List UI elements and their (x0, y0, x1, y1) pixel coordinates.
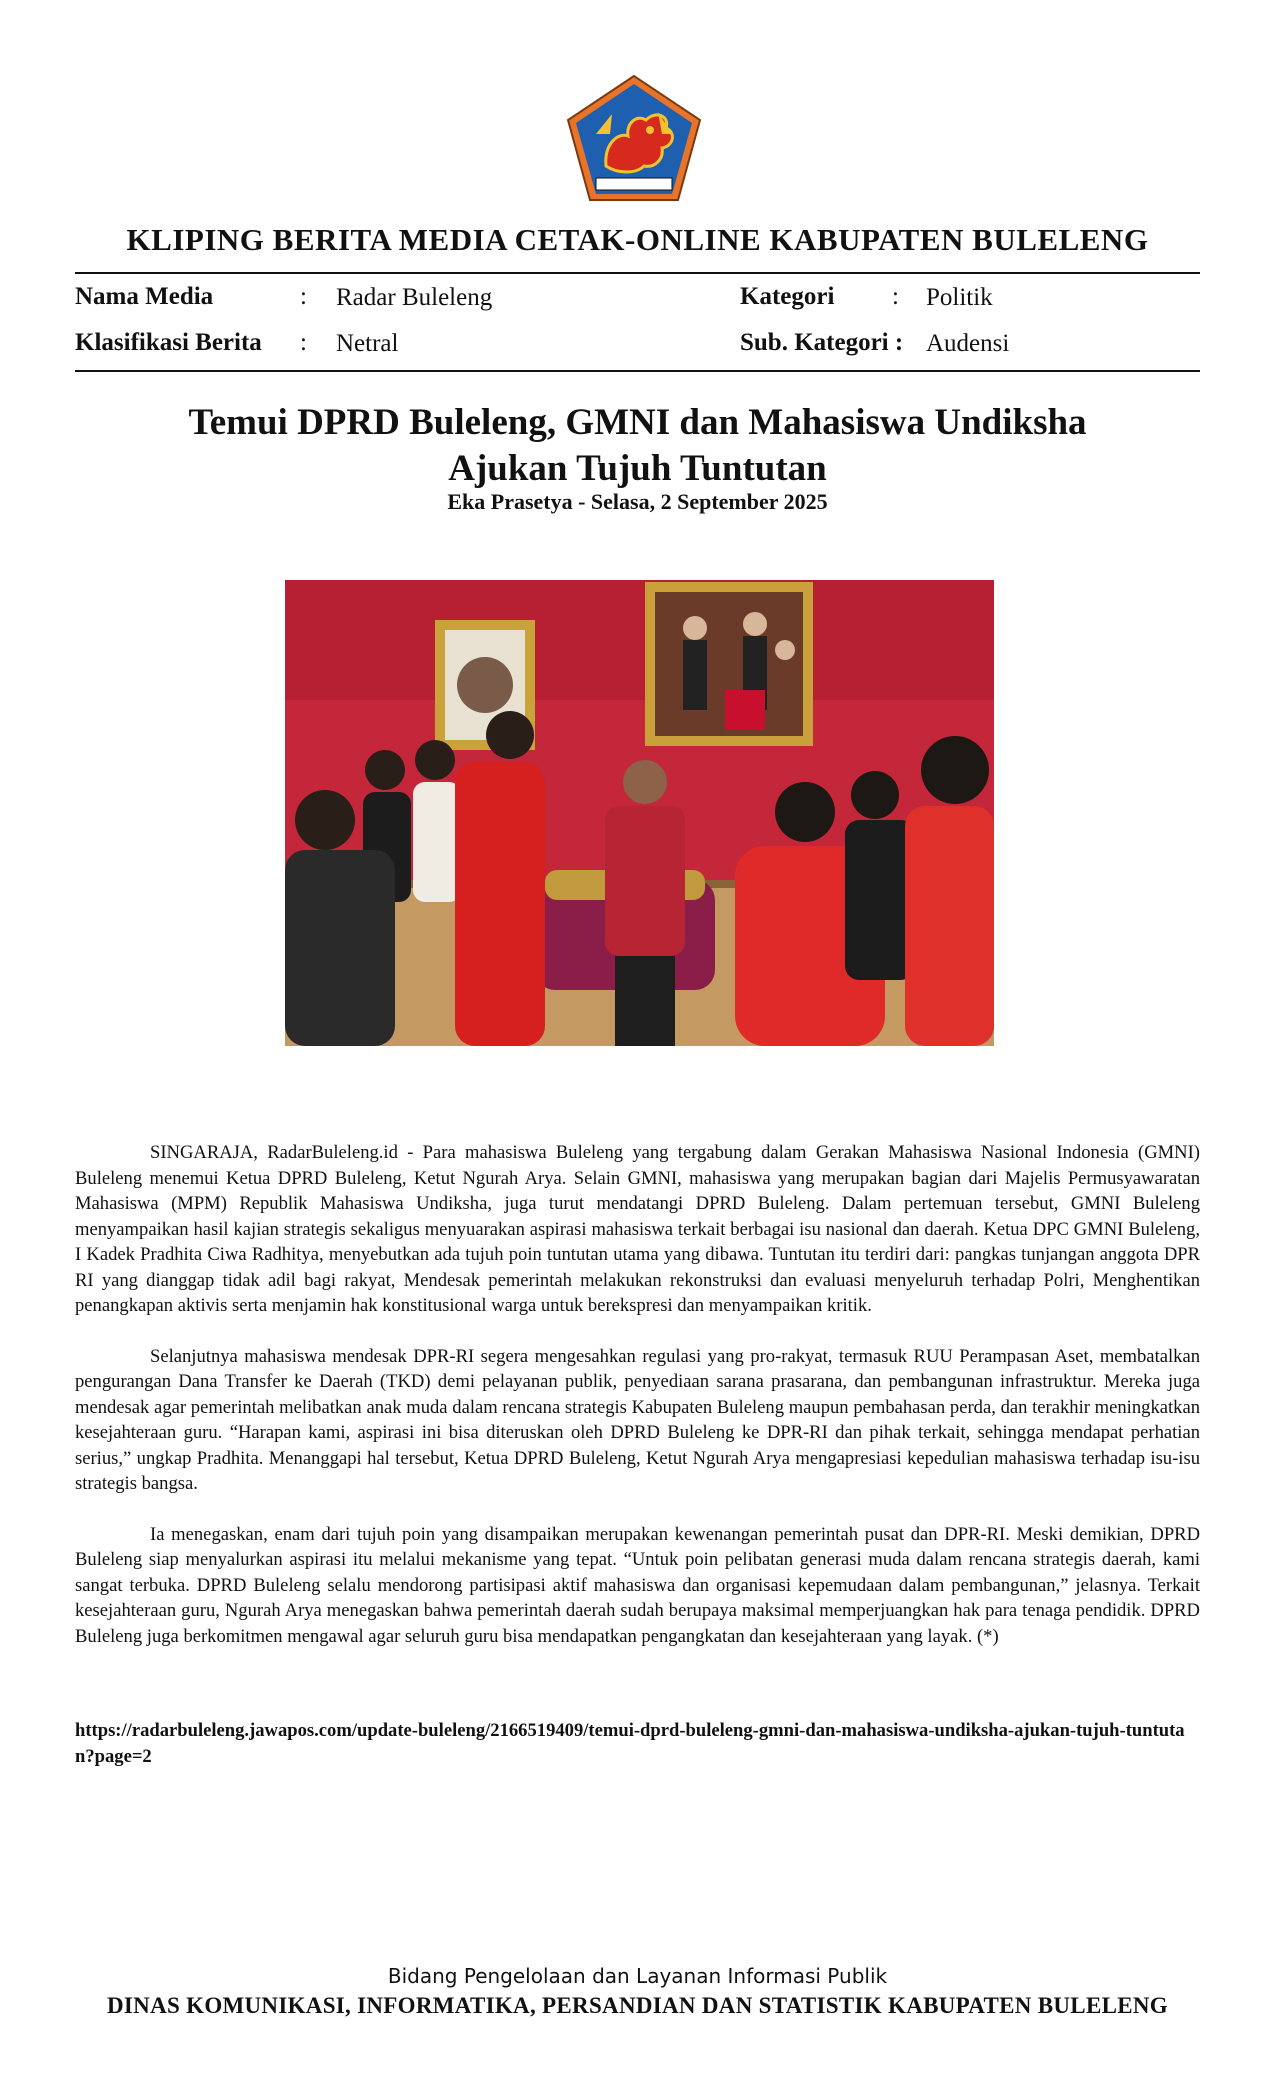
kategori-label: Kategori (740, 283, 835, 310)
klasifikasi-colon: : (300, 329, 307, 356)
header-top-divider (75, 272, 1200, 274)
media-value: Radar Buleleng (336, 284, 493, 311)
article-title-line-1: Temui DPRD Buleleng, GMNI dan Mahasiswa Undiksha (188, 402, 1087, 443)
footer-unit: Bidang Pengelolaan dan Layanan Informasi Publik (387, 1964, 888, 1988)
article-body (75, 1140, 1200, 1674)
media-label: Nama Media (75, 283, 214, 310)
meta-subkategori-row (740, 328, 1200, 358)
source-url-link[interactable]: https://radarbuleleng.jawapos.com/update-buleleng/2166519409/temui-dprd-buleleng-gmni-dan-mahasiswa-undiksha-ajukan-tujuh-tuntutan?page=2 (75, 1720, 1185, 1767)
clipping-header-title: KLIPING BERITA MEDIA CETAK-ONLINE KABUPATEN BULELENG (126, 222, 1149, 257)
subkategori-label: Sub. Kategori : (740, 329, 904, 356)
header-bottom-divider (75, 370, 1200, 372)
meta-kategori-row (740, 282, 1200, 312)
meta-klasifikasi-row (75, 328, 595, 358)
footer-agency: DINAS KOMUNIKASI, INFORMATIKA, PERSANDIAN DAN STATISTIK KABUPATEN BULELENG (107, 1993, 1168, 2018)
media-colon: : (300, 283, 307, 310)
article-paragraph-1: SINGARAJA, RadarBuleleng.id - Para mahasiswa Buleleng yang tergabung dalam Gerakan Mahasiswa Nasional Indonesia (GMNI) Buleleng menemui Ketua DPRD Buleleng, Ketut Ngurah Arya. Selain GMNI, mahasiswa yang merupakan bagian dari Majelis Permusyawaratan Mahasiswa (MPM) Republik Mahasiswa Undiksha, juga turut mendatangi DPRD Buleleng. Dalam pertemuan tersebut, GMNI Buleleng menyampaikan hasil kajian strategis sekaligus menyuarakan aspirasi mahasiswa terkait berbagai isu nasional dan daerah. Ketua DPC GMNI Buleleng, I Kadek Pradhita Ciwa Radhitya, menyebutkan ada tujuh poin tuntutan utama yang dibawa. Tuntutan itu terdiri dari: pangkas tunjangan anggota DPR RI yang dianggap tidak adil bagi rakyat, Mendesak pemerintah melakukan rekonstruksi dan evaluasi menyeluruh terhadap Polri, Menghentikan penangkapan aktivis serta menjamin hak konstitusional warga untuk berekspresi dan menyampaikan kritik. (75, 1142, 1200, 1316)
subkategori-value: Audensi (926, 330, 1010, 357)
article-paragraph-3: Ia menegaskan, enam dari tujuh poin yang disampaikan merupakan kewenangan pemerintah pusat dan DPR-RI. Meski demikian, DPRD Buleleng siap menyalurkan aspirasi itu melalui mekanisme yang tepat. “Untuk poin pelibatan generasi muda dalam rencana strategis daerah, kami sangat terbuka. DPRD Buleleng selalu mendorong partisipasi aktif mahasiswa dan organisasi kepemudaan dalam pembangunan,” jelasnya. Terkait kesejahteraan guru, Ngurah Arya menegaskan bahwa pemerintah daerah sudah berupaya maksimal memperjuangkan hak para tenaga pendidik. DPRD Buleleng juga berkomitmen mengawal agar seluruh guru bisa mendapatkan pengangkatan dan kesejahteraan yang layak. (*) (75, 1523, 1200, 1647)
kategori-colon: : (892, 283, 899, 310)
article-byline: Eka Prasetya - Selasa, 2 September 2025 (447, 489, 828, 514)
meta-media-row (75, 282, 595, 312)
article-title-line-2: Ajukan Tujuh Tuntutan (448, 448, 827, 489)
klasifikasi-value: Netral (336, 330, 399, 357)
article-title (150, 400, 1125, 492)
klasifikasi-label: Klasifikasi Berita (75, 329, 262, 356)
singa-ambara-raja-emblem-icon (566, 74, 702, 202)
news-photo-icon (285, 580, 994, 1046)
kategori-value: Politik (926, 284, 993, 311)
article-paragraph-2: Selanjutnya mahasiswa mendesak DPR-RI segera mengesahkan regulasi yang pro-rakyat, termasuk RUU Perampasan Aset, membatalkan pengurangan Dana Transfer ke Daerah (TKD) demi pelayanan publik, penyediaan sarana prasarana, dan pembangunan infrastruktur. Mereka juga mendesak agar pemerintah melibatkan anak muda dalam rencana strategis Kabupaten Buleleng maupun pembahasan perda, dan terakhir meningkatkan kesejahteraan guru. “Harapan kami, aspirasi ini bisa diteruskan oleh DPRD Buleleng ke DPR-RI dan pihak terkait, sehingga mendapat perhatian serius,” ungkap Pradhita. Menanggapi hal tersebut, Ketua DPRD Buleleng, Ketut Ngurah Arya mengapresiasi kepedulian mahasiswa terhadap isu-isu strategis bangsa. (75, 1345, 1200, 1494)
